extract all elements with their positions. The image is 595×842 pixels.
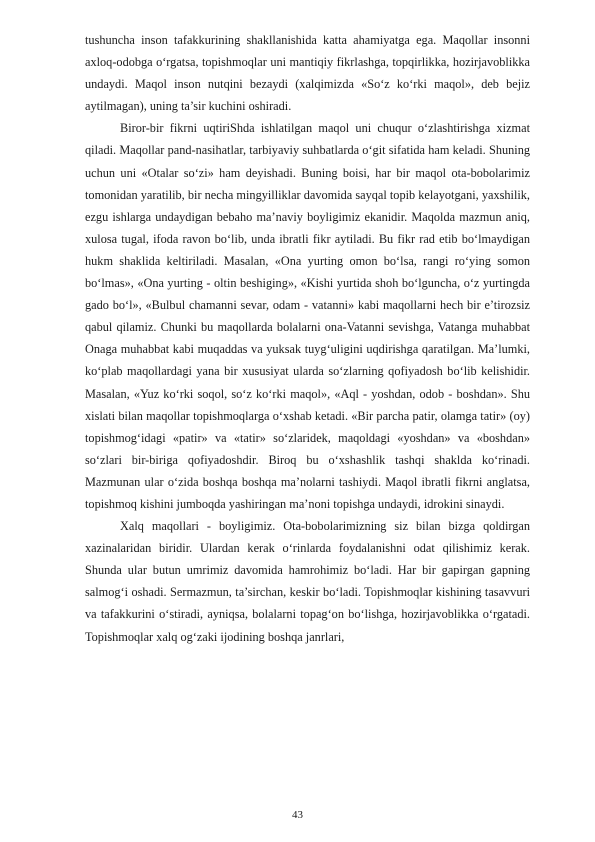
paragraph-continued: tushuncha inson tafakkurining shakllanishida katta ahamiyatga ega. Maqollar insonni axloq-odobga o‘rgatsa, topishmoqlar uni mantiqiy fikrlashga, topqirlikka, hozirjavoblikka undaydi. Maqol inson nutqini bezaydi (xalqimizda «So‘z ko‘rki maqol», deb bejiz aytilmagan), uning ta’sir kuchini oshiradi. bbox=[85, 33, 530, 114]
page-number: 43 bbox=[292, 809, 303, 821]
paragraph-maqol-features: Biror-bir fikrni uqtiriShda ishlatilgan maqol uni chuqur o‘zlashtirishga xizmat qiladi. Maqollar pand-nasihatlar, tarbiyaviy suhbatlarda o‘git sifatida ham keladi. Shuning uchun uni «Otalar so‘zi» ham deyishadi. Buning boisi, har bir maqol ota-bobolarimiz tomonidan yaratilib, bir necha mingyilliklar davomida sayqal topib kelayotgani, yaxshilik, ezgu ishlarga undaydigan bebaho ma’naviy boyligimiz ekanidir. Maqolda mazmun aniq, xulosa tugal, ifoda ravon bo‘lib, unda ibratli fikr aytiladi. Bu fikr rad etib bo‘lmaydigan hukm shaklida keltiriladi. Masalan, «Ona yurting omon bo‘lsa, rangi ro‘ying somon bo‘lmas», «Ona yurting - oltin beshiging», «Kishi yurtida shoh bo‘lguncha, o‘z yurtingda gado bo‘l», «Bulbul chamanni sevar, odam - vatanni» kabi maqollarni hech bir e’tirozsiz qabul qilamiz. Chunki bu maqollarda bolalarni ona-Vatanni sevishga, Vatanga muhabbat Onaga muhabbat kabi muqaddas va yuksak tuyg‘uligini uqdirishga qaratilgan. Ma’lumki, ko‘plab maqollardagi yana bir xususiyat ularda so‘zlarning qofiyadosh bo‘lib kelishidir. Masalan, «Yuz ko‘rki soqol, so‘z ko‘rki maqol», «Aql - yoshdan, odob - boshdan». Shu xislati bilan maqollar topishmoqlarga o‘xshab ketadi. «Bir parcha patir, olamga tatir» (oy) topishmog‘idagi «patir» va «tatir» so‘zlaridek, maqoldagi «yoshdan» va «boshdan» so‘zlari bir-biriga qofiyadoshdir. Biroq bu o‘xshashlik tashqi shaklda ko‘rinadi. Mazmunan ular o‘zida boshqa boshqa ma’nolarni tashiydi. Maqol ibratli fikrni anglatsa, topishmoq kishini jumboqda yashiringan ma’noni topishga undaydi, idrokini sinaydi. bbox=[85, 121, 530, 511]
document-body bbox=[85, 29, 530, 648]
paragraph-xalq-maqollari: Xalq maqollari - boyligimiz. Ota-bobolarimizning siz bilan bizga qoldirgan xazinalaridan biridir. Ulardan kerak o‘rinlarda foydalanishni odat qilishimiz kerak. Shunda ular butun umrimiz davomida hamrohimiz bo‘ladi. Har bir gapirgan gapning salmog‘i oshadi. Sermazmun, ta’sirchan, keskir bo‘ladi. Topishmoqlar kishining tasavvuri va tafakkurini o‘stiradi, ayniqsa, bolalarni topag‘on bo‘lishga, hozirjavoblikka o‘rgatadi. Topishmoqlar xalq og‘zaki ijodining boshqa janrlari, bbox=[85, 519, 530, 644]
